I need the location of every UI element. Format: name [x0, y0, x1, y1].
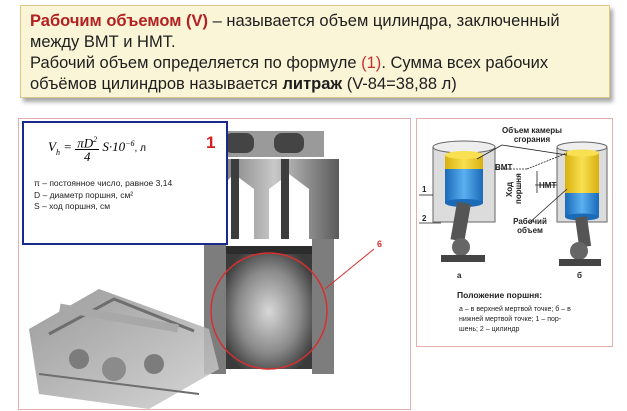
- formula-unit: , л: [134, 143, 146, 155]
- formula-denominator: 4: [83, 149, 91, 165]
- piston-position-diagram: [416, 118, 613, 347]
- definition-text: – называется объем цилиндра, заключенный: [208, 12, 560, 30]
- definition-line-4: [30, 74, 601, 95]
- term-working-volume: Рабочим объемом (V): [30, 12, 209, 30]
- formula-numerator-text: πD: [77, 135, 94, 151]
- working-volume-label: Рабочий объем: [513, 217, 547, 235]
- definition-text: объёмов цилиндров называется: [30, 75, 283, 93]
- formula-numerator: [75, 133, 99, 150]
- positions-title: Положение поршня:: [457, 290, 543, 300]
- view-a-label: а: [457, 271, 462, 280]
- formula-lhs: V: [48, 139, 56, 155]
- piston-number-label: 1: [422, 185, 427, 194]
- legend-diameter: D – диаметр поршня, см²: [34, 189, 134, 200]
- definition-line-3: [30, 53, 601, 74]
- formula-fraction: [75, 133, 99, 163]
- cylinder-number-label: 2: [422, 214, 427, 223]
- formula-equals: =: [63, 139, 72, 155]
- cylinder-callout-number: 6: [377, 239, 383, 249]
- term-displacement: литраж: [282, 75, 343, 93]
- formula-reference: (1): [361, 54, 382, 72]
- definition-text: Рабочий объем определяется по формуле: [30, 54, 362, 72]
- definition-box: [20, 5, 610, 98]
- positions-line-1: а – в верхней мертвой точке; б – в: [459, 306, 571, 313]
- formula-marker: 1: [206, 133, 216, 152]
- stroke-label: Ход поршня: [505, 173, 523, 205]
- displacement-formula: [48, 133, 146, 163]
- tdc-label: ВМТ: [495, 163, 513, 172]
- legend-pi: π – постоянное число, равное 3,14: [34, 178, 173, 188]
- formula-legend: [34, 178, 172, 213]
- formula-tail-sup: −6: [125, 138, 135, 148]
- positions-line-3: шень; 2 – цилиндр: [459, 326, 520, 333]
- positions-line-2: нижней мертвой точке; 1 – пор-: [459, 316, 562, 323]
- formula-lhs-sub: h: [55, 147, 60, 157]
- formula-box: [22, 121, 228, 245]
- formula-tail: S·10: [102, 139, 126, 155]
- bdc-label: НМТ: [539, 181, 557, 190]
- combustion-chamber-label: Объем камеры сгорания: [502, 126, 562, 144]
- definition-text: . Сумма всех рабочих: [381, 54, 549, 72]
- definition-line-2: между ВМТ и НМТ.: [30, 33, 176, 51]
- formula-numerator-sup: 2: [93, 135, 98, 144]
- definition-text: (V-84=38,88 л): [342, 75, 457, 93]
- view-b-label: б: [577, 271, 582, 280]
- definition-line-1: [30, 11, 601, 32]
- legend-stroke: S – ход поршня, см: [34, 201, 111, 211]
